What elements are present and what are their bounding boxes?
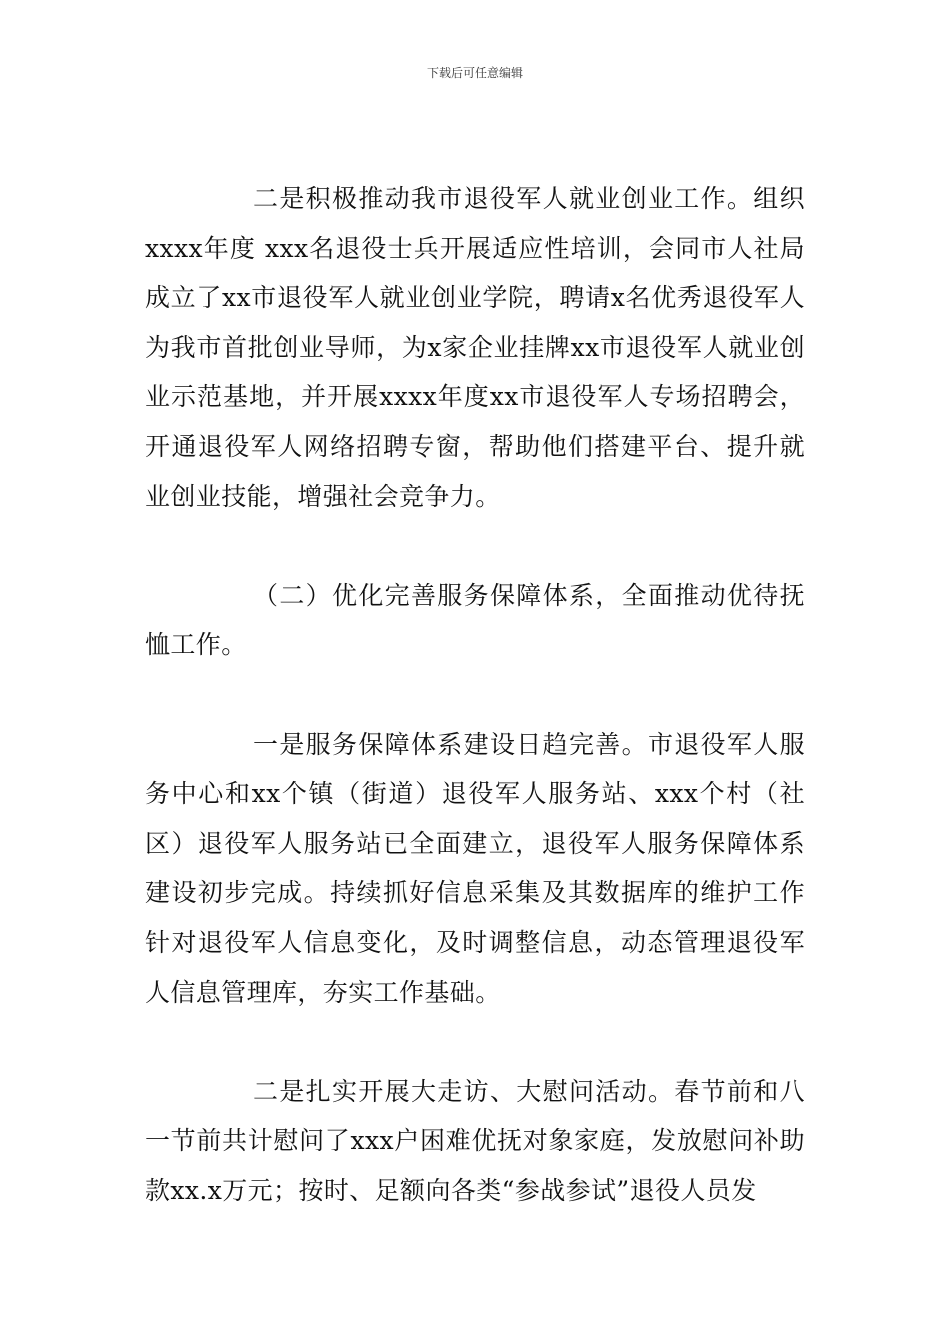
document-body	[145, 174, 805, 1215]
paragraph-service-system: 一是服务保障体系建设日趋完善。市退役军人服务中心和xx个镇（街道）退役军人服务站、xxx个村（社区）退役军人服务站已全面建立，退役军人服务保障体系建设初步完成。持续抓好信息采集及其数据库的维护工作针对退役军人信息变化，及时调整信息，动态管理退役军人信息管理库，夯实工作基础。	[145, 729, 805, 1007]
section-heading-service-system: （二）优化完善服务保障体系，全面推动优待抚恤工作。	[145, 580, 805, 660]
paragraph-visits: 二是扎实开展大走访、大慰问活动。春节前和八一节前共计慰问了xxx户困难优抚对象家庭，发放慰问补助款xx.x万元；按时、足额向各类“参战参试”退役人员发	[145, 1076, 805, 1205]
paragraph-gap	[145, 670, 805, 720]
paragraph-gap	[145, 1017, 805, 1067]
paragraph-employment: 二是积极推动我市退役军人就业创业工作。组织xxxx年度 xxx名退役士兵开展适应性培训，会同市人社局成立了xx市退役军人就业创业学院，聘请x名优秀退役军人为我市首批创业导师，为x家企业挂牌xx市退役军人就业创业示范基地，并开展xxxx年度xx市退役军人专场招聘会，开通退役军人网络招聘专窗，帮助他们搭建平台、提升就业创业技能，增强社会竞争力。	[145, 184, 805, 511]
page-header: 下载后可任意编辑	[426, 66, 523, 80]
paragraph-gap	[145, 521, 805, 571]
